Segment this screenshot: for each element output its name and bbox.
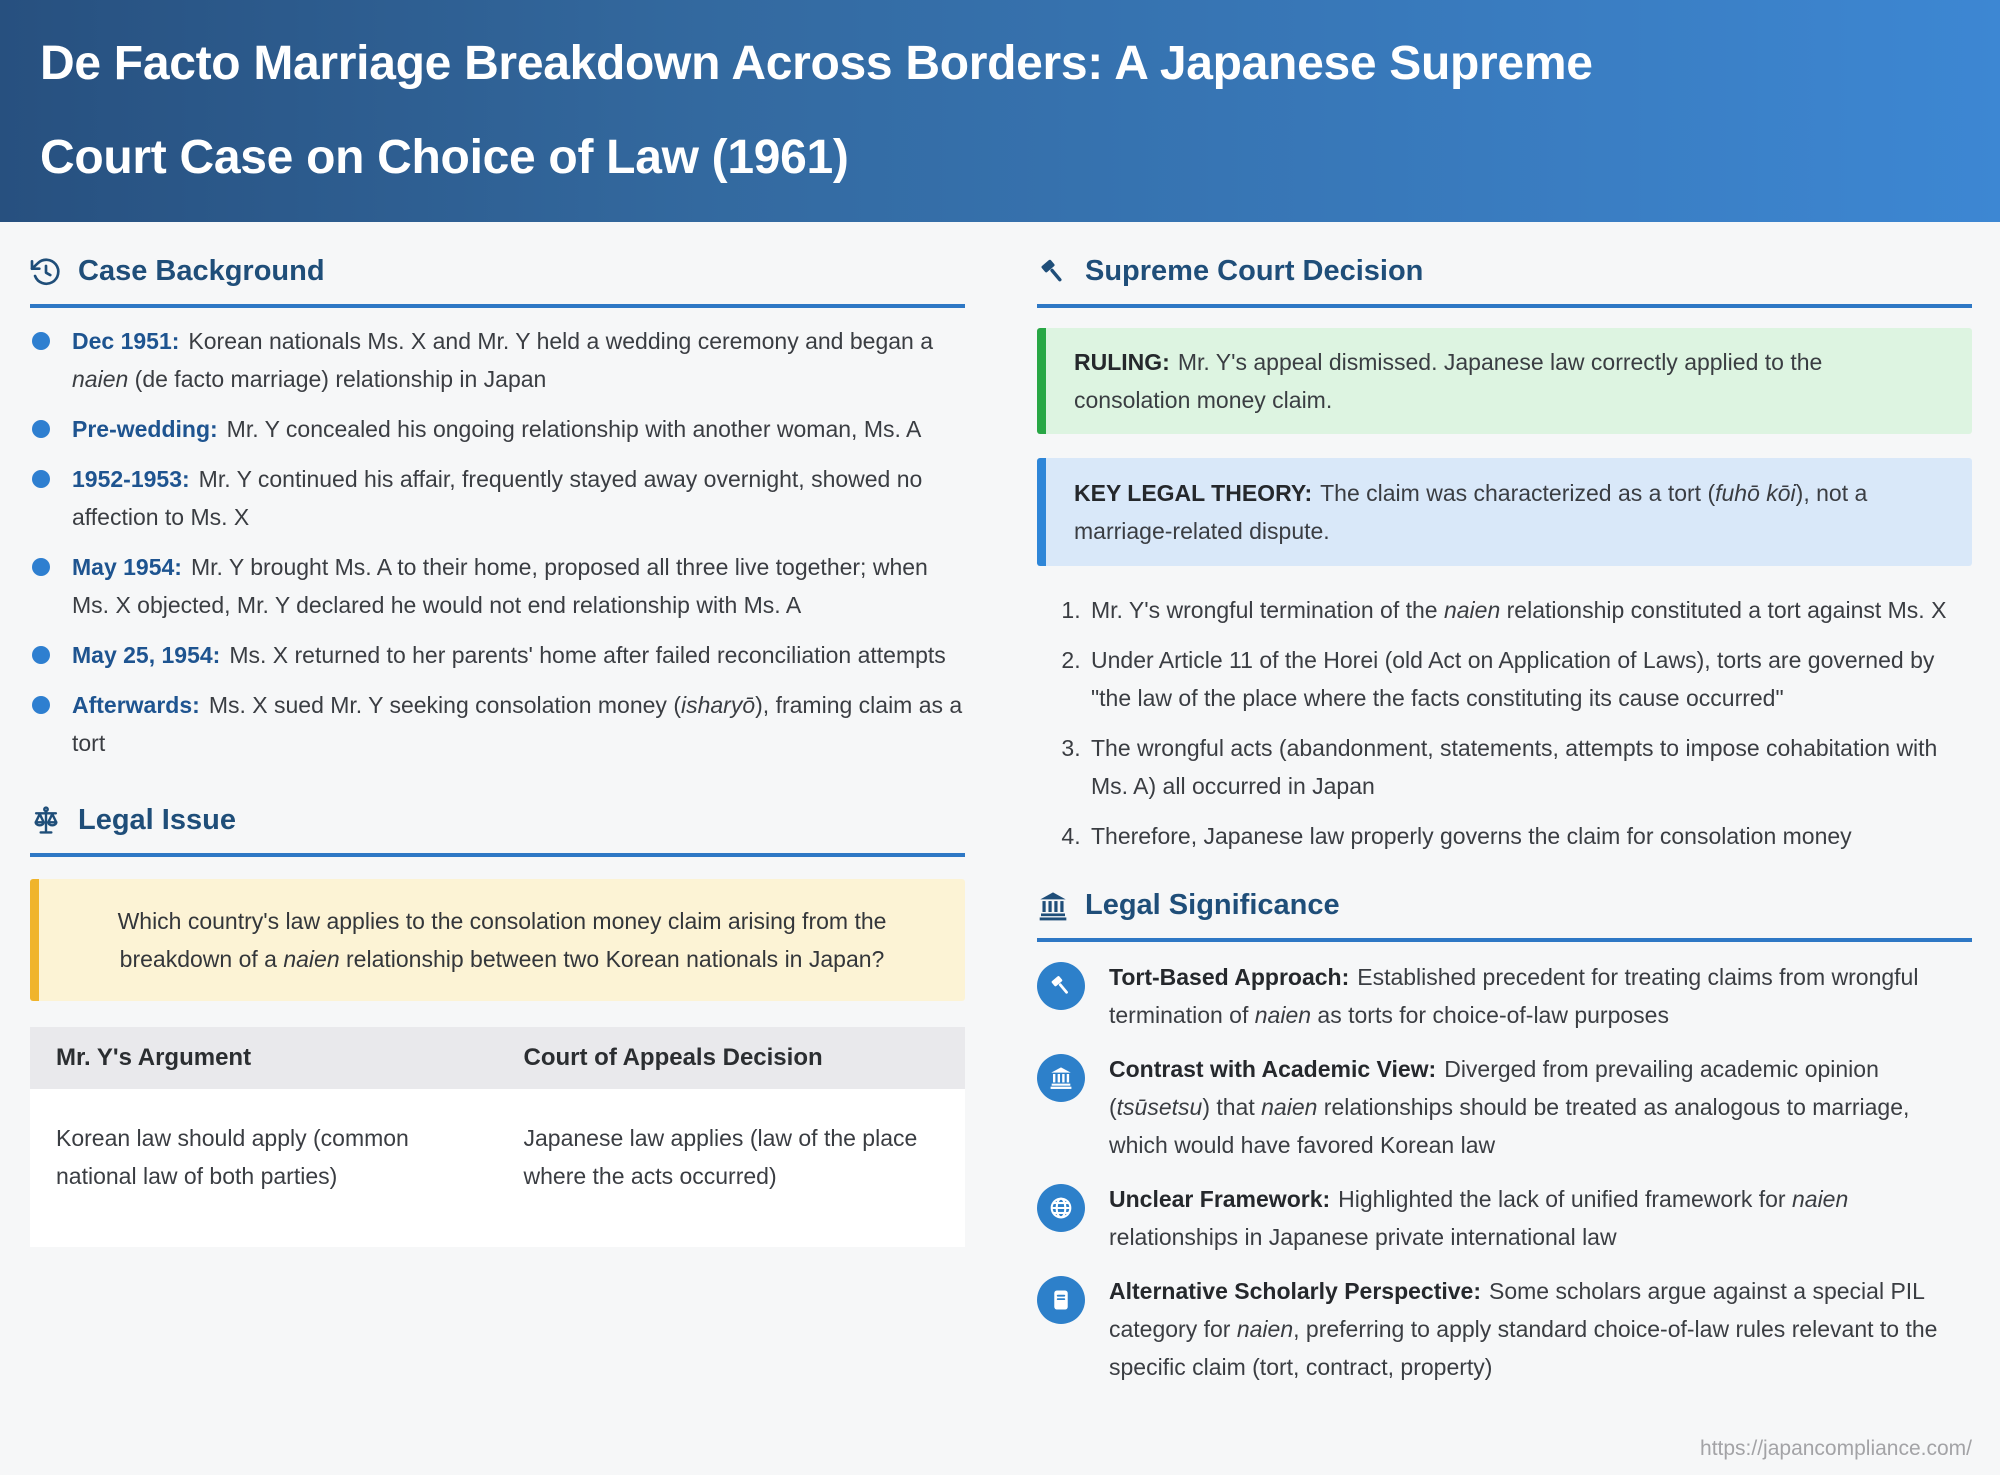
timeline-text: Mr. Y continued his affair, frequently stayed away overnight, showed no affection to Ms. X <box>72 466 923 530</box>
legal-significance-heading <box>1037 889 1972 942</box>
timeline-text: Ms. X returned to her parents' home after failed reconciliation attempts <box>229 642 946 668</box>
significance-text: Some scholars argue against a special PIL category for <box>1109 1278 1925 1342</box>
supreme-court-heading <box>1037 255 1972 308</box>
significance-text: Established precedent for treating claims from wrongful termination of <box>1109 964 1919 1028</box>
significance-label: Alternative Scholarly Perspective: <box>1109 1278 1481 1304</box>
section-title: Case Background <box>78 255 325 287</box>
scales-icon <box>30 805 62 837</box>
significance-label: Tort-Based Approach: <box>1109 964 1350 990</box>
point-text: The wrongful acts (abandonment, statements, attempts to impose cohabitation with Ms. A) all occurred in Japan <box>1091 735 1938 799</box>
ruling-callout <box>1037 328 1972 434</box>
significance-text: Diverged from prevailing academic opinion ( <box>1109 1056 1879 1120</box>
table-header-cell: Court of Appeals Decision <box>498 1027 966 1089</box>
gavel-icon <box>1037 962 1085 1010</box>
significance-text: ) that <box>1202 1094 1262 1120</box>
table-header-row <box>30 1027 965 1089</box>
decision-point <box>1087 817 1972 855</box>
decision-point <box>1087 641 1972 717</box>
significance-text: , preferring to apply standard choice-of-law rules relevant to the specific claim (tort, contract, property) <box>1109 1316 1938 1380</box>
timeline-label: 1952-1953: <box>72 466 190 492</box>
table-cell: Korean law should apply (common national law of both parties) <box>30 1089 498 1247</box>
significance-text: relationships should be treated as analogous to marriage, which would have favored Korean law <box>1109 1094 1910 1158</box>
ruling-label: RULING: <box>1074 349 1170 375</box>
timeline-item <box>30 548 965 624</box>
decision-point <box>1087 729 1972 805</box>
globe-icon <box>1037 1184 1085 1232</box>
significance-text-block <box>1109 1050 1972 1164</box>
arguments-table <box>30 1027 965 1247</box>
history-icon <box>30 256 62 288</box>
significance-text: Highlighted the lack of unified framework for <box>1338 1186 1792 1212</box>
theory-label: KEY LEGAL THEORY: <box>1074 480 1313 506</box>
legal-issue-heading <box>30 804 965 857</box>
significance-italic: naien <box>1261 1094 1318 1120</box>
significance-text-block <box>1109 1272 1972 1386</box>
case-timeline <box>30 322 965 762</box>
timeline-item <box>30 322 965 398</box>
significance-text-block <box>1109 1180 1972 1256</box>
landmark-icon <box>1037 890 1069 922</box>
timeline-label: May 1954: <box>72 554 182 580</box>
significance-item <box>1037 958 1972 1034</box>
timeline-text: ), framing claim as a tort <box>72 692 963 756</box>
significance-text: as torts for choice-of-law purposes <box>1311 1002 1669 1028</box>
section-title: Supreme Court Decision <box>1085 255 1424 287</box>
timeline-italic: isharyō <box>680 692 756 718</box>
timeline-italic: naien <box>72 366 129 392</box>
timeline-text: Mr. Y concealed his ongoing relationship with another woman, Ms. A <box>226 416 922 442</box>
landmark-icon <box>1037 1054 1085 1102</box>
bullet-dot <box>32 470 50 488</box>
book-icon <box>1037 1276 1085 1324</box>
left-column <box>30 255 965 1402</box>
timeline-label: Pre-wedding: <box>72 416 218 442</box>
bullet-dot <box>32 558 50 576</box>
significance-italic: naien <box>1254 1002 1312 1028</box>
table-header-cell: Mr. Y's Argument <box>30 1027 498 1089</box>
significance-label: Contrast with Academic View: <box>1109 1056 1437 1082</box>
significance-item <box>1037 1272 1972 1386</box>
table-row <box>30 1089 965 1247</box>
timeline-label: Afterwards: <box>72 692 200 718</box>
timeline-text: Mr. Y brought Ms. A to their home, proposed all three live together; when Ms. X objected, Mr. Y declared he would not end relationship with Ms. A <box>72 554 928 618</box>
legal-issue-callout <box>30 879 965 1001</box>
significance-label: Unclear Framework: <box>1109 1186 1331 1212</box>
key-legal-theory-callout <box>1037 458 1972 566</box>
bullet-dot <box>32 696 50 714</box>
point-text: Mr. Y's wrongful termination of the <box>1091 597 1444 623</box>
right-column <box>1037 255 1972 1402</box>
theory-italic: fuhō kōi <box>1715 480 1796 506</box>
timeline-item <box>30 410 965 448</box>
content-grid <box>0 222 2000 1402</box>
timeline-text: Ms. X sued Mr. Y seeking consolation money ( <box>208 692 681 718</box>
timeline-item <box>30 636 965 674</box>
issue-text: relationship between two Korean nationals in Japan? <box>339 946 885 972</box>
significance-text-block <box>1109 958 1972 1034</box>
significance-item <box>1037 1180 1972 1256</box>
issue-italic: naien <box>283 946 340 972</box>
bullet-dot <box>32 420 50 438</box>
gavel-icon <box>1037 256 1069 288</box>
significance-text: relationships in Japanese private international law <box>1109 1224 1617 1250</box>
timeline-item <box>30 686 965 762</box>
timeline-label: Dec 1951: <box>72 328 180 354</box>
point-text: Under Article 11 of the Horei (old Act on Application of Laws), torts are governed by "the law of the place where the facts constituting its cause occurred" <box>1091 647 1935 711</box>
bullet-dot <box>32 332 50 350</box>
significance-italic: tsūsetsu <box>1116 1094 1203 1120</box>
theory-text: ), not a marriage-related dispute. <box>1074 480 1868 544</box>
ruling-text: Mr. Y's appeal dismissed. Japanese law correctly applied to the consolation money claim. <box>1074 349 1823 413</box>
page-title: De Facto Marriage Breakdown Across Borders: A Japanese Supreme Court Case on Choice of Law (1961) <box>40 37 1593 184</box>
source-url: https://japancompliance.com/ <box>1700 1437 1972 1460</box>
table-cell: Japanese law applies (law of the place where the acts occurred) <box>498 1089 966 1247</box>
timeline-item <box>30 460 965 536</box>
point-italic: naien <box>1443 597 1501 623</box>
decision-points-list <box>1037 591 1972 855</box>
decision-point <box>1087 591 1972 629</box>
significance-italic: naien <box>1236 1316 1294 1342</box>
timeline-text: Korean nationals Ms. X and Mr. Y held a wedding ceremony and began a <box>188 328 934 354</box>
section-title: Legal Issue <box>78 804 236 836</box>
significance-item <box>1037 1050 1972 1164</box>
case-background-heading <box>30 255 965 308</box>
bullet-dot <box>32 646 50 664</box>
timeline-text: (de facto marriage) relationship in Japan <box>128 366 547 392</box>
header-banner <box>0 0 2000 222</box>
issue-text: Which country's law applies to the consolation money claim arising from the breakdown of a <box>117 908 887 972</box>
significance-italic: naien <box>1791 1186 1849 1212</box>
point-text: Therefore, Japanese law properly governs the claim for consolation money <box>1091 823 1852 849</box>
point-text: relationship constituted a tort against Ms. X <box>1500 597 1947 623</box>
section-title: Legal Significance <box>1085 889 1340 921</box>
theory-text: The claim was characterized as a tort ( <box>1320 480 1716 506</box>
timeline-label: May 25, 1954: <box>72 642 221 668</box>
